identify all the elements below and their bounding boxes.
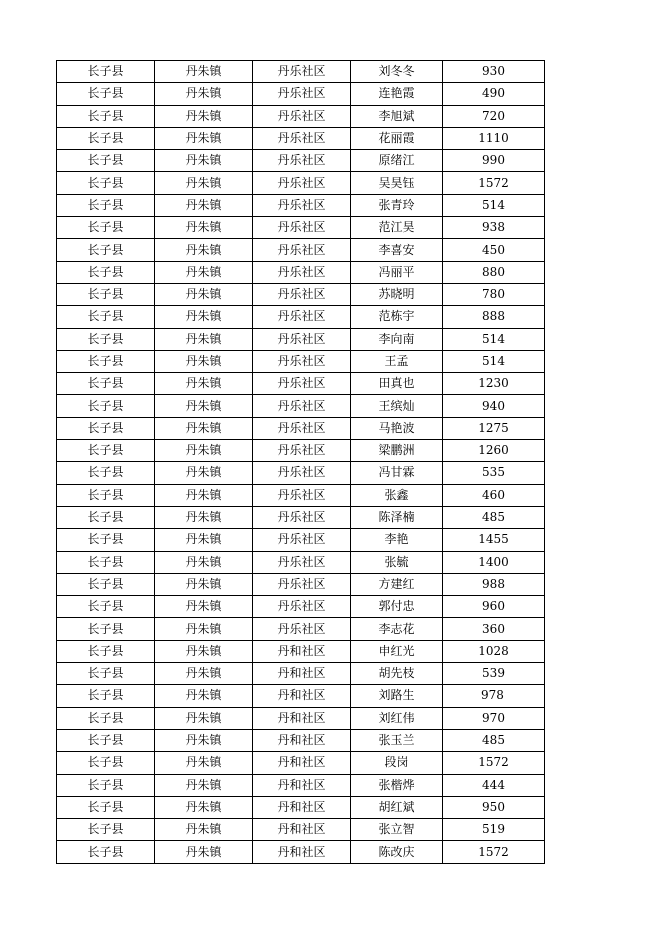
table-row [57,105,545,127]
table-row [57,506,545,528]
community-cell: 丹和社区 [253,796,351,818]
community-cell: 丹乐社区 [253,350,351,372]
name-cell: 刘路生 [351,685,443,707]
county-cell: 长子县 [57,573,155,595]
town-cell: 丹朱镇 [155,796,253,818]
county-cell: 长子县 [57,618,155,640]
table-row [57,217,545,239]
name-cell: 郭付忠 [351,596,443,618]
name-cell: 范栋宇 [351,306,443,328]
county-cell: 长子县 [57,841,155,863]
amount-cell: 360 [443,618,545,640]
amount-cell: 514 [443,350,545,372]
name-cell: 冯甘霖 [351,462,443,484]
name-cell: 陈泽楠 [351,506,443,528]
town-cell: 丹朱镇 [155,484,253,506]
county-cell: 长子县 [57,640,155,662]
town-cell: 丹朱镇 [155,462,253,484]
amount-cell: 1275 [443,417,545,439]
amount-cell: 485 [443,729,545,751]
county-cell: 长子县 [57,551,155,573]
town-cell: 丹朱镇 [155,306,253,328]
town-cell: 丹朱镇 [155,506,253,528]
county-cell: 长子县 [57,194,155,216]
amount-cell: 990 [443,150,545,172]
table-row [57,685,545,707]
amount-cell: 938 [443,217,545,239]
amount-cell: 988 [443,573,545,595]
amount-cell: 460 [443,484,545,506]
county-cell: 长子县 [57,462,155,484]
table-row [57,328,545,350]
name-cell: 张立智 [351,819,443,841]
name-cell: 冯丽平 [351,261,443,283]
amount-cell: 1230 [443,373,545,395]
town-cell: 丹朱镇 [155,217,253,239]
town-cell: 丹朱镇 [155,640,253,662]
community-cell: 丹和社区 [253,707,351,729]
table-row [57,573,545,595]
amount-cell: 1028 [443,640,545,662]
amount-cell: 1110 [443,127,545,149]
amount-cell: 1400 [443,551,545,573]
table-body [57,61,545,864]
table-row [57,350,545,372]
community-cell: 丹乐社区 [253,506,351,528]
county-cell: 长子县 [57,350,155,372]
county-cell: 长子县 [57,752,155,774]
town-cell: 丹朱镇 [155,729,253,751]
amount-cell: 960 [443,596,545,618]
town-cell: 丹朱镇 [155,819,253,841]
name-cell: 申红光 [351,640,443,662]
county-cell: 长子县 [57,373,155,395]
table-row [57,373,545,395]
name-cell: 张鑫 [351,484,443,506]
town-cell: 丹朱镇 [155,685,253,707]
table-row [57,172,545,194]
community-cell: 丹乐社区 [253,462,351,484]
community-cell: 丹和社区 [253,774,351,796]
town-cell: 丹朱镇 [155,841,253,863]
amount-cell: 720 [443,105,545,127]
town-cell: 丹朱镇 [155,596,253,618]
amount-cell: 880 [443,261,545,283]
town-cell: 丹朱镇 [155,83,253,105]
amount-cell: 450 [443,239,545,261]
data-table [56,60,545,864]
county-cell: 长子县 [57,83,155,105]
name-cell: 范江昊 [351,217,443,239]
community-cell: 丹乐社区 [253,440,351,462]
county-cell: 长子县 [57,506,155,528]
county-cell: 长子县 [57,261,155,283]
name-cell: 苏晓明 [351,283,443,305]
town-cell: 丹朱镇 [155,283,253,305]
table-row [57,729,545,751]
community-cell: 丹乐社区 [253,105,351,127]
town-cell: 丹朱镇 [155,663,253,685]
amount-cell: 978 [443,685,545,707]
table-row [57,618,545,640]
amount-cell: 1572 [443,752,545,774]
county-cell: 长子县 [57,172,155,194]
community-cell: 丹和社区 [253,819,351,841]
county-cell: 长子县 [57,283,155,305]
name-cell: 王缤灿 [351,395,443,417]
community-cell: 丹和社区 [253,729,351,751]
name-cell: 吴昊钰 [351,172,443,194]
name-cell: 连艳霞 [351,83,443,105]
community-cell: 丹和社区 [253,663,351,685]
community-cell: 丹乐社区 [253,596,351,618]
amount-cell: 539 [443,663,545,685]
town-cell: 丹朱镇 [155,172,253,194]
table-row [57,462,545,484]
name-cell: 陈改庆 [351,841,443,863]
table-row [57,596,545,618]
county-cell: 长子县 [57,306,155,328]
community-cell: 丹乐社区 [253,194,351,216]
community-cell: 丹乐社区 [253,417,351,439]
table-row [57,440,545,462]
table-row [57,395,545,417]
name-cell: 田真也 [351,373,443,395]
county-cell: 长子县 [57,328,155,350]
community-cell: 丹乐社区 [253,529,351,551]
amount-cell: 950 [443,796,545,818]
town-cell: 丹朱镇 [155,573,253,595]
amount-cell: 1455 [443,529,545,551]
name-cell: 张青玲 [351,194,443,216]
amount-cell: 444 [443,774,545,796]
amount-cell: 1260 [443,440,545,462]
town-cell: 丹朱镇 [155,105,253,127]
town-cell: 丹朱镇 [155,61,253,83]
amount-cell: 888 [443,306,545,328]
town-cell: 丹朱镇 [155,707,253,729]
town-cell: 丹朱镇 [155,417,253,439]
name-cell: 段岗 [351,752,443,774]
table-row [57,707,545,729]
table-row [57,417,545,439]
community-cell: 丹乐社区 [253,127,351,149]
table-row [57,663,545,685]
county-cell: 长子县 [57,685,155,707]
town-cell: 丹朱镇 [155,350,253,372]
county-cell: 长子县 [57,729,155,751]
name-cell: 张楷烨 [351,774,443,796]
community-cell: 丹乐社区 [253,83,351,105]
community-cell: 丹乐社区 [253,618,351,640]
name-cell: 原绪江 [351,150,443,172]
county-cell: 长子县 [57,417,155,439]
county-cell: 长子县 [57,150,155,172]
county-cell: 长子县 [57,774,155,796]
community-cell: 丹乐社区 [253,573,351,595]
name-cell: 李艳 [351,529,443,551]
name-cell: 李喜安 [351,239,443,261]
county-cell: 长子县 [57,127,155,149]
town-cell: 丹朱镇 [155,529,253,551]
town-cell: 丹朱镇 [155,328,253,350]
table-row [57,841,545,863]
town-cell: 丹朱镇 [155,440,253,462]
table-row [57,261,545,283]
town-cell: 丹朱镇 [155,395,253,417]
community-cell: 丹和社区 [253,640,351,662]
county-cell: 长子县 [57,61,155,83]
amount-cell: 1572 [443,172,545,194]
community-cell: 丹乐社区 [253,395,351,417]
amount-cell: 930 [443,61,545,83]
table-row [57,819,545,841]
county-cell: 长子县 [57,484,155,506]
name-cell: 张玉兰 [351,729,443,751]
amount-cell: 940 [443,395,545,417]
amount-cell: 514 [443,328,545,350]
county-cell: 长子县 [57,529,155,551]
table-row [57,796,545,818]
table-row [57,640,545,662]
town-cell: 丹朱镇 [155,194,253,216]
table-row [57,83,545,105]
name-cell: 张毓 [351,551,443,573]
table-row [57,283,545,305]
town-cell: 丹朱镇 [155,261,253,283]
name-cell: 胡红斌 [351,796,443,818]
county-cell: 长子县 [57,819,155,841]
amount-cell: 535 [443,462,545,484]
table-row [57,194,545,216]
town-cell: 丹朱镇 [155,618,253,640]
community-cell: 丹和社区 [253,841,351,863]
town-cell: 丹朱镇 [155,150,253,172]
amount-cell: 970 [443,707,545,729]
amount-cell: 1572 [443,841,545,863]
community-cell: 丹乐社区 [253,61,351,83]
name-cell: 王孟 [351,350,443,372]
county-cell: 长子县 [57,796,155,818]
table-row [57,752,545,774]
town-cell: 丹朱镇 [155,774,253,796]
community-cell: 丹和社区 [253,685,351,707]
community-cell: 丹和社区 [253,752,351,774]
county-cell: 长子县 [57,239,155,261]
community-cell: 丹乐社区 [253,283,351,305]
table-row [57,150,545,172]
table-row [57,61,545,83]
county-cell: 长子县 [57,395,155,417]
name-cell: 花丽霞 [351,127,443,149]
county-cell: 长子县 [57,596,155,618]
community-cell: 丹乐社区 [253,484,351,506]
name-cell: 李向南 [351,328,443,350]
community-cell: 丹乐社区 [253,328,351,350]
name-cell: 胡先枝 [351,663,443,685]
community-cell: 丹乐社区 [253,217,351,239]
community-cell: 丹乐社区 [253,373,351,395]
community-cell: 丹乐社区 [253,306,351,328]
amount-cell: 490 [443,83,545,105]
amount-cell: 519 [443,819,545,841]
community-cell: 丹乐社区 [253,172,351,194]
table-row [57,127,545,149]
amount-cell: 514 [443,194,545,216]
name-cell: 梁鹏洲 [351,440,443,462]
name-cell: 刘冬冬 [351,61,443,83]
community-cell: 丹乐社区 [253,150,351,172]
table-row [57,239,545,261]
name-cell: 李志花 [351,618,443,640]
table-row [57,306,545,328]
county-cell: 长子县 [57,663,155,685]
county-cell: 长子县 [57,707,155,729]
table-row [57,774,545,796]
county-cell: 长子县 [57,217,155,239]
town-cell: 丹朱镇 [155,373,253,395]
table-row [57,484,545,506]
community-cell: 丹乐社区 [253,239,351,261]
amount-cell: 485 [443,506,545,528]
name-cell: 李旭斌 [351,105,443,127]
amount-cell: 780 [443,283,545,305]
county-cell: 长子县 [57,440,155,462]
name-cell: 刘红伟 [351,707,443,729]
community-cell: 丹乐社区 [253,551,351,573]
town-cell: 丹朱镇 [155,239,253,261]
town-cell: 丹朱镇 [155,127,253,149]
table-row [57,529,545,551]
community-cell: 丹乐社区 [253,261,351,283]
name-cell: 方建红 [351,573,443,595]
town-cell: 丹朱镇 [155,551,253,573]
county-cell: 长子县 [57,105,155,127]
table-row [57,551,545,573]
name-cell: 马艳波 [351,417,443,439]
town-cell: 丹朱镇 [155,752,253,774]
